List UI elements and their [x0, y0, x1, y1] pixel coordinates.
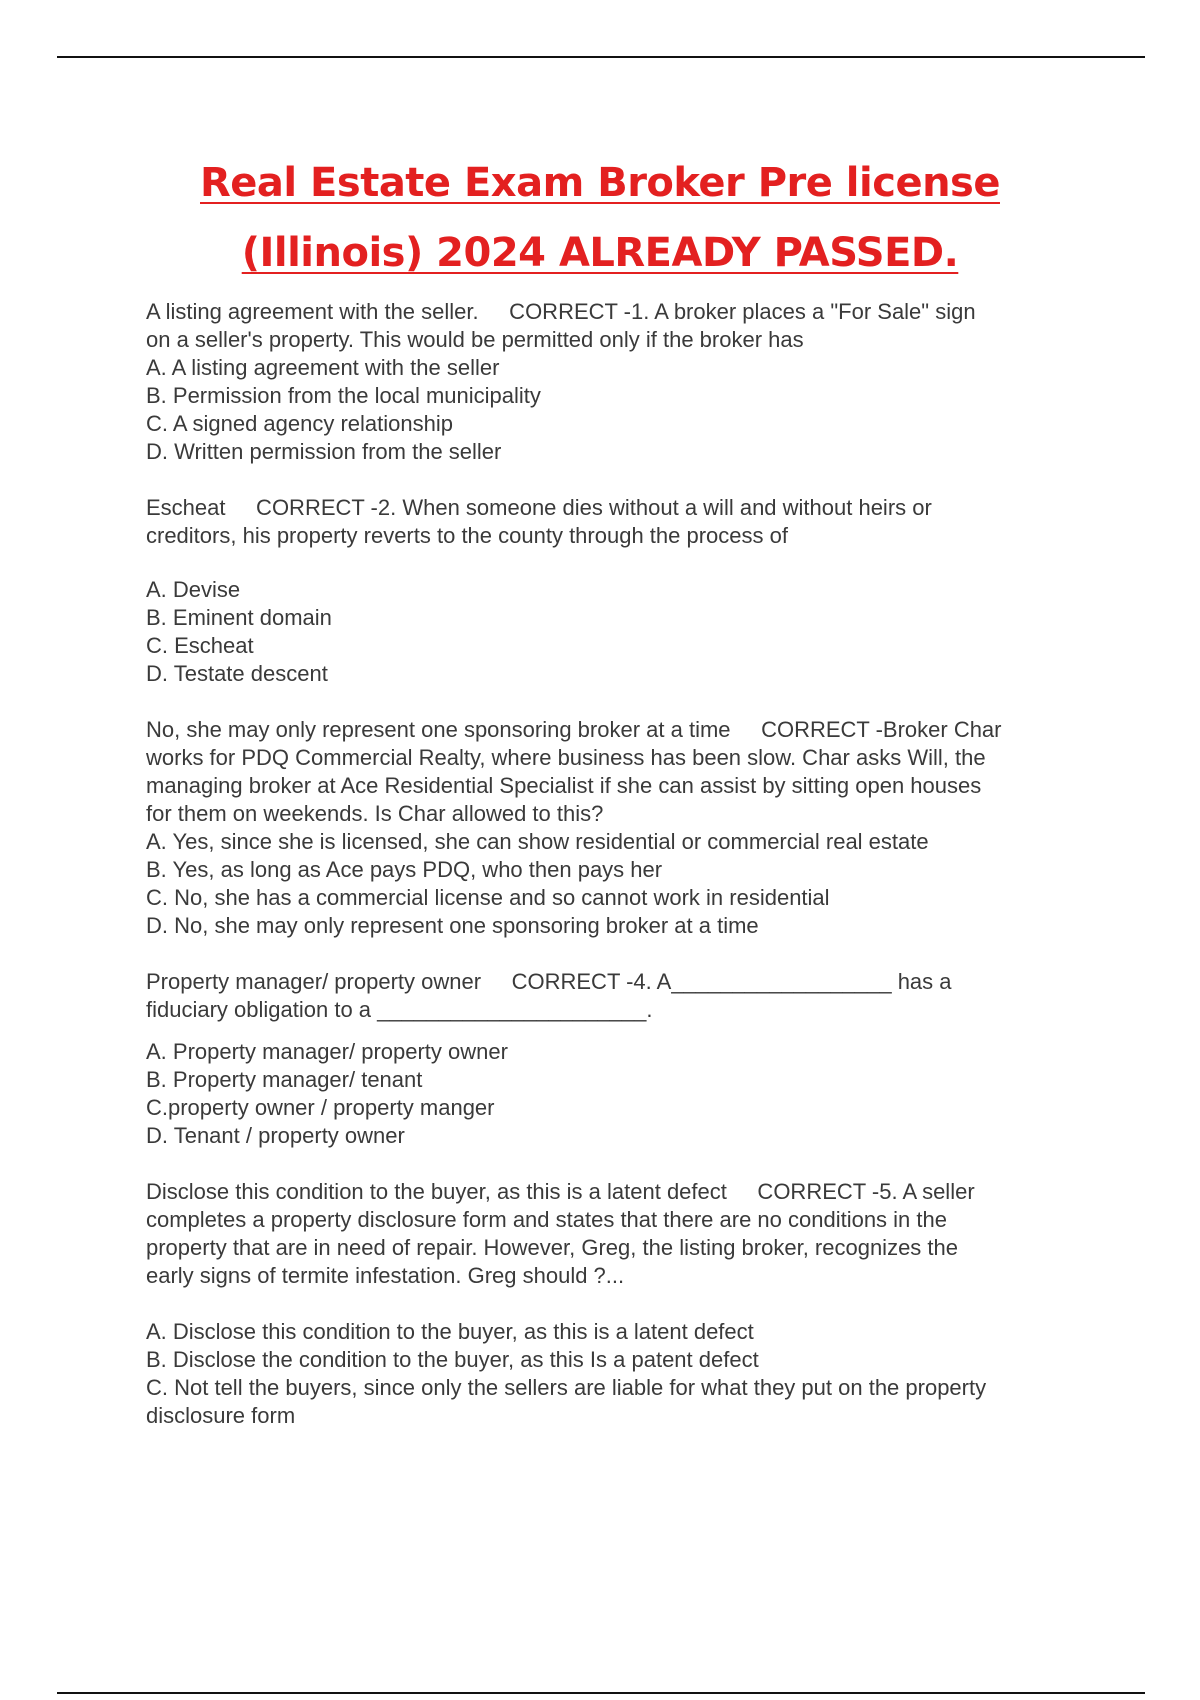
- answer-option: C. Escheat: [146, 633, 254, 658]
- answer-option: D. Testate descent: [146, 661, 328, 686]
- question-4-options: [146, 1038, 1106, 1150]
- question-text: A listing agreement with the seller. CORRECT -1. A broker places a "For Sale" sign: [146, 299, 976, 324]
- question-text: No, she may only represent one sponsoring broker at a time CORRECT -Broker Char: [146, 717, 1002, 742]
- answer-option: C. A signed agency relationship: [146, 411, 453, 436]
- answer-option: disclosure form: [146, 1403, 296, 1428]
- document-body: [146, 298, 1106, 1430]
- question-5: [146, 1178, 1106, 1290]
- question-4: [146, 968, 1106, 1024]
- answer-option: C. Not tell the buyers, since only the sellers are liable for what they put on the property: [146, 1375, 987, 1400]
- title-line-1: Real Estate Exam Broker Pre license: [200, 160, 1000, 206]
- answer-option: A. Disclose this condition to the buyer, as this is a latent defect: [146, 1319, 754, 1344]
- answer-option: C.property owner / property manger: [146, 1095, 495, 1120]
- question-5-options: [146, 1318, 1106, 1430]
- answer-option: B. Property manager/ tenant: [146, 1067, 423, 1092]
- answer-option: B. Yes, as long as Ace pays PDQ, who then pays her: [146, 857, 663, 882]
- answer-option: B. Permission from the local municipality: [146, 383, 541, 408]
- question-text: on a seller's property. This would be permitted only if the broker has: [146, 327, 804, 352]
- question-text: Disclose this condition to the buyer, as this is a latent defect CORRECT -5. A seller: [146, 1179, 975, 1204]
- answer-option: B. Disclose the condition to the buyer, as this Is a patent defect: [146, 1347, 759, 1372]
- answer-option: D. Tenant / property owner: [146, 1123, 405, 1148]
- question-text: creditors, his property reverts to the county through the process of: [146, 523, 788, 548]
- question-2-options: [146, 576, 1106, 688]
- top-rule: [57, 56, 1145, 58]
- question-text: for them on weekends. Is Char allowed to this?: [146, 801, 604, 826]
- question-text: managing broker at Ace Residential Specialist if she can assist by sitting open houses: [146, 773, 982, 798]
- answer-option: A. Yes, since she is licensed, she can show residential or commercial real estate: [146, 829, 929, 854]
- question-1: [146, 298, 1106, 466]
- question-text: works for PDQ Commercial Realty, where business has been slow. Char asks Will, the: [146, 745, 986, 770]
- answer-option: B. Eminent domain: [146, 605, 332, 630]
- question-text: fiduciary obligation to a ______________________.: [146, 997, 653, 1022]
- answer-option: D. Written permission from the seller: [146, 439, 502, 464]
- bottom-rule: [57, 1692, 1145, 1694]
- title-line-2: (Illinois) 2024 ALREADY PASSED.: [241, 230, 959, 276]
- question-text: completes a property disclosure form and states that there are no conditions in the: [146, 1207, 947, 1232]
- document-title: [0, 148, 1200, 288]
- question-text: early signs of termite infestation. Greg should ?...: [146, 1263, 625, 1288]
- question-text: Property manager/ property owner CORRECT -4. A__________________ has a: [146, 969, 952, 994]
- question-2: [146, 494, 1106, 550]
- answer-option: D. No, she may only represent one sponsoring broker at a time: [146, 913, 759, 938]
- answer-option: A. Devise: [146, 577, 241, 602]
- answer-option: A. A listing agreement with the seller: [146, 355, 500, 380]
- question-text: Escheat CORRECT -2. When someone dies without a will and without heirs or: [146, 495, 932, 520]
- answer-option: A. Property manager/ property owner: [146, 1039, 508, 1064]
- question-3: [146, 716, 1106, 940]
- answer-option: C. No, she has a commercial license and so cannot work in residential: [146, 885, 830, 910]
- question-text: property that are in need of repair. However, Greg, the listing broker, recognizes the: [146, 1235, 959, 1260]
